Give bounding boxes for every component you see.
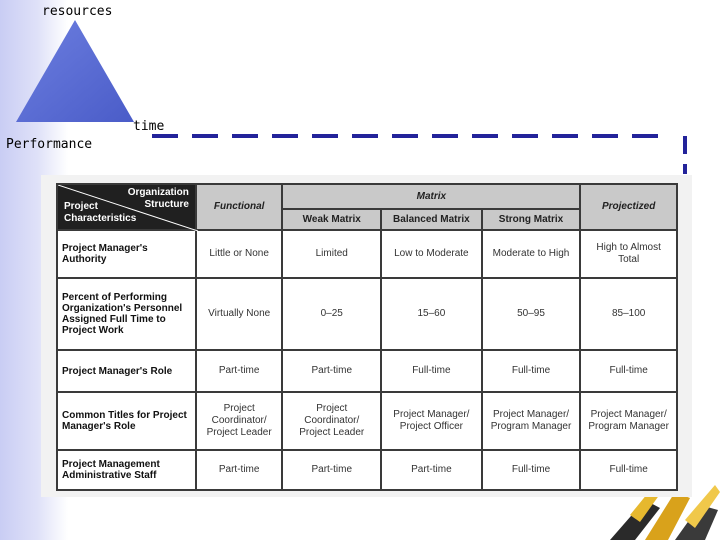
corner-header-cell [58, 185, 195, 229]
row-label: Percent of Performing Organization's Personnel Assigned Full Time to Project Work [58, 279, 195, 350]
table-cell: Full-time [581, 351, 676, 391]
table-cell: Limited [283, 231, 380, 277]
row-label: Project Management Administrative Staff [58, 451, 195, 489]
table-cell: Part-time [283, 351, 380, 391]
table-cell: 15–60 [382, 279, 481, 350]
corner-organization-structure [128, 187, 189, 211]
table-cell: Full-time [382, 351, 481, 391]
dashed-time-line [150, 126, 690, 176]
row-label: Project Manager's Authority [58, 231, 195, 277]
table-cell: Full-time [581, 451, 676, 489]
time-label: time [133, 119, 165, 134]
table-cell: Project Manager/ Project Officer [382, 393, 481, 449]
table-cell: Little or None [197, 231, 282, 277]
matrix-table-image [41, 175, 692, 497]
resources-label: resources [42, 4, 113, 19]
table-cell: Project Manager/ Program Manager [483, 393, 580, 449]
table-cell: Part-time [283, 451, 380, 489]
organization-structure-table [56, 183, 678, 491]
table-cell: Full-time [483, 451, 580, 489]
table-row [58, 279, 676, 350]
header-balanced-matrix: Balanced Matrix [382, 210, 481, 229]
header-functional: Functional [197, 185, 282, 229]
table-cell: Virtually None [197, 279, 282, 350]
corner-bottom-line2: Characteristics [64, 212, 137, 224]
table-row [58, 393, 676, 449]
row-label: Common Titles for Project Manager's Role [58, 393, 195, 449]
table-row [58, 351, 676, 391]
table-cell: Full-time [483, 351, 580, 391]
table-cell: Part-time [197, 451, 282, 489]
header-weak-matrix: Weak Matrix [283, 210, 380, 229]
table-cell: Part-time [382, 451, 481, 489]
table-cell: Project Coordinator/ Project Leader [283, 393, 380, 449]
row-label: Project Manager's Role [58, 351, 195, 391]
table-cell: 85–100 [581, 279, 676, 350]
corner-top-line1: Organization [127, 187, 189, 198]
performance-label: Performance [6, 137, 93, 152]
table-cell: High to Almost Total [581, 231, 676, 277]
triangle-shape [16, 20, 134, 122]
table-cell: 0–25 [283, 279, 380, 350]
table-cell: 50–95 [483, 279, 580, 350]
header-matrix: Matrix [283, 185, 579, 208]
header-projectized: Projectized [581, 185, 676, 229]
table-cell: Project Coordinator/ Project Leader [197, 393, 282, 449]
table-row [58, 451, 676, 489]
table-row [58, 231, 676, 277]
table-cell: Part-time [197, 351, 282, 391]
header-strong-matrix: Strong Matrix [483, 210, 580, 229]
corner-project-characteristics [64, 201, 136, 225]
corner-bottom-line1: Project [64, 200, 98, 212]
corner-top-line2: Structure [144, 199, 189, 210]
table-cell: Moderate to High [483, 231, 580, 277]
table-cell: Low to Moderate [382, 231, 481, 277]
table-cell: Project Manager/ Program Manager [581, 393, 676, 449]
